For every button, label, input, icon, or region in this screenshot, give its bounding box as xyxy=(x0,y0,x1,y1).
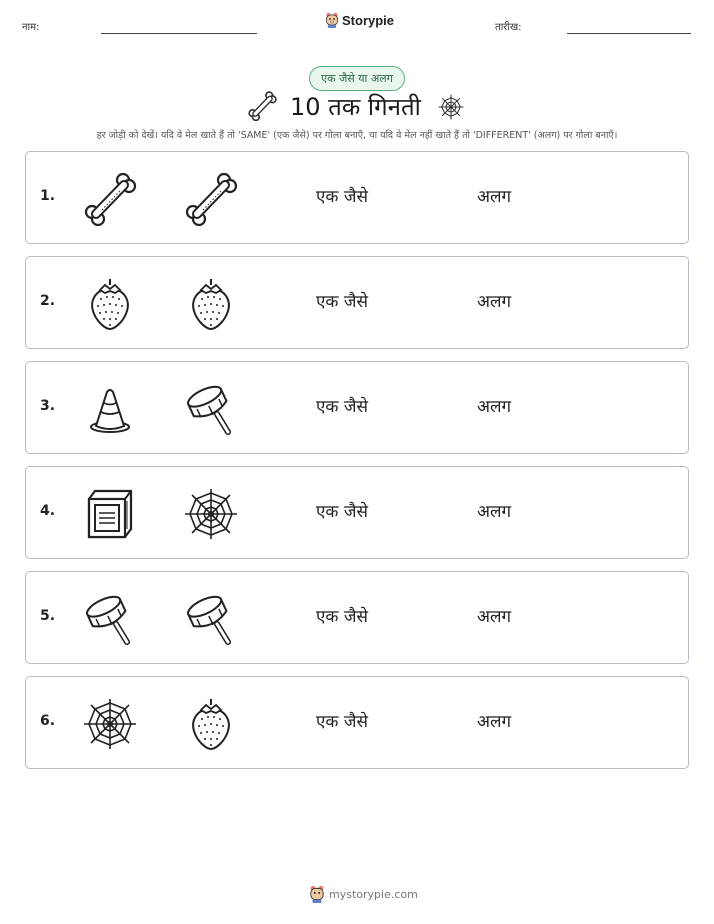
bone-icon xyxy=(184,172,238,226)
option-different[interactable]: अलग xyxy=(477,397,512,417)
date-line[interactable] xyxy=(567,33,691,34)
footer-website[interactable]: mystorypie.com xyxy=(329,887,418,901)
wooden-block-icon xyxy=(83,487,137,541)
rattle-drum-icon xyxy=(184,592,238,646)
instructions-text: हर जोड़ी को देखें। यदि वे मेल खाते हैं तो 'SAME' (एक जैसे) पर गोला बनाएँ, या यदि वे मेल नहीं खाते हैं तो 'DIFFERENT' (अलग) पर गोला बनाएँ। xyxy=(96,130,618,141)
spiderweb-icon xyxy=(437,93,465,121)
option-different[interactable]: अलग xyxy=(477,607,512,627)
option-different[interactable]: अलग xyxy=(477,292,512,312)
spiderweb-icon xyxy=(184,487,238,541)
name-line[interactable] xyxy=(101,33,257,34)
date-label: तारीख: xyxy=(495,22,522,33)
pair-row-6 xyxy=(25,676,689,769)
option-same[interactable]: एक जैसे xyxy=(316,712,368,732)
worksheet-title: 10 तक गिनती xyxy=(290,93,421,121)
row-number: 2. xyxy=(40,293,56,309)
option-same[interactable]: एक जैसे xyxy=(316,187,368,207)
rattle-drum-icon xyxy=(184,382,238,436)
pair-row-4 xyxy=(25,466,689,559)
mascot-icon xyxy=(309,885,325,903)
brand-logo xyxy=(325,12,394,28)
option-same[interactable]: एक जैसे xyxy=(316,292,368,312)
option-same[interactable]: एक जैसे xyxy=(316,397,368,417)
option-different[interactable]: अलग xyxy=(477,187,512,207)
row-number: 6. xyxy=(40,713,56,729)
mascot-icon xyxy=(325,12,339,28)
row-number: 3. xyxy=(40,398,56,414)
strawberry-icon xyxy=(184,697,238,751)
strawberry-icon xyxy=(184,277,238,331)
spiderweb-icon xyxy=(83,697,137,751)
pair-row-5 xyxy=(25,571,689,664)
rattle-drum-icon xyxy=(83,592,137,646)
row-number: 5. xyxy=(40,608,56,624)
option-same[interactable]: एक जैसे xyxy=(316,502,368,522)
option-different[interactable]: अलग xyxy=(477,712,512,732)
bone-icon xyxy=(83,172,137,226)
cone-icon xyxy=(83,382,137,436)
option-same[interactable]: एक जैसे xyxy=(316,607,368,627)
row-number: 1. xyxy=(40,188,56,204)
worksheet-type-tag: एक जैसे या अलग xyxy=(309,66,405,91)
option-different[interactable]: अलग xyxy=(477,502,512,522)
name-label: नाम: xyxy=(22,22,40,33)
pair-row-2 xyxy=(25,256,689,349)
brand-name: Storypie xyxy=(342,12,395,28)
row-number: 4. xyxy=(40,503,56,519)
pair-row-1 xyxy=(25,151,689,244)
footer xyxy=(309,885,418,903)
strawberry-icon xyxy=(83,277,137,331)
pair-row-3 xyxy=(25,361,689,454)
bone-icon xyxy=(247,91,277,121)
